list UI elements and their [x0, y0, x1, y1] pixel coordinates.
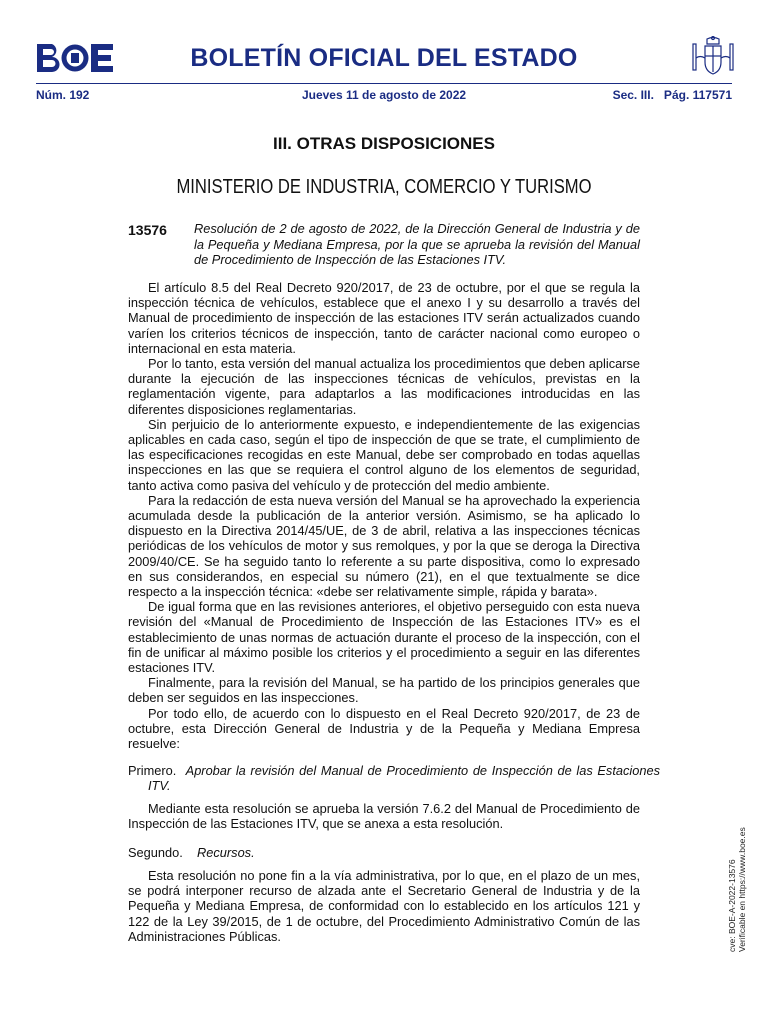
- article-primero-heading: [128, 763, 660, 793]
- cve-code: cve: BOE-A-2022-13576: [727, 859, 737, 952]
- issue-date: Jueves 11 de agosto de 2022: [301, 88, 467, 102]
- issue-number: Núm. 192: [36, 88, 90, 102]
- article-label: Primero.: [128, 763, 177, 778]
- resolution-number: 13576: [128, 222, 167, 238]
- article-primero-text: Mediante esta resolución se aprueba la versión 7.6.2 del Manual de Procedimiento de Inspección de las Estaciones ITV, que se anexa a esta resolución.: [128, 801, 640, 832]
- section-page: Sec. III. Pág. 117571: [612, 88, 732, 102]
- ministry-title: MINISTERIO DE INDUSTRIA, COMERCIO Y TURISMO: [176, 176, 592, 198]
- body-paragraph: Finalmente, para la revisión del Manual, se ha partido de los principios generales que deben ser seguidos en las inspecciones.: [128, 675, 640, 706]
- body-paragraph: Por lo tanto, esta versión del manual actualiza los procedimientos que deben aplicarse durante la ejecución de las inspecciones técnicas de vehículos, previstas en la reglamentación vigente, para adaptarlos a las modificaciones introducidas en las diferentes disposiciones reglamentarias.: [128, 356, 640, 417]
- article-segundo-heading: [128, 845, 640, 860]
- verification-url: Verificable en https://www.boe.es: [737, 827, 747, 952]
- spanish-coat-of-arms-icon: [690, 36, 736, 78]
- article-segundo-text: Esta resolución no pone fin a la vía administrativa, por lo que, en el plazo de un mes, se podrá interponer recurso de alzada ante el Secretario General de Industria y de la Pequeña y Mediana Empresa, de conformidad con lo establecido en los artículos 121 y 122 de la Ley 39/2015, de 1 de octubre, del Procedimiento Administrativo Común de las Administraciones Públicas.: [128, 868, 640, 944]
- verification-note: [727, 827, 747, 952]
- article-heading: Recursos.: [197, 845, 255, 860]
- body-paragraph: De igual forma que en las revisiones anteriores, el objetivo perseguido con esta nueva revisión del «Manual de Procedimiento de Inspección de las Estaciones ITV» es el establecimiento de unas normas de actuación durante el proceso de la inspección, con el fin de unificar al máximo posible los criterios y el procedimiento a seguir en las diferentes estaciones ITV.: [128, 599, 640, 676]
- article-heading: Aprobar la revisión del Manual de Procedimiento de Inspección de las Estaciones ITV.: [148, 763, 660, 794]
- body-paragraph: Por todo ello, de acuerdo con lo dispuesto en el Real Decreto 920/2017, de 23 de octubre, esta Dirección General de Industria y de la Pequeña y Mediana Empresa resuelve:: [128, 705, 640, 752]
- resolution-title: Resolución de 2 de agosto de 2022, de la Dirección General de Industria y de la Pequeña y Mediana Empresa, por la que se aprueba la revisión del Manual de Procedimiento de Inspección de las Estaciones ITV.: [194, 221, 640, 267]
- document-body: [128, 280, 640, 751]
- body-paragraph: Sin perjuicio de lo anteriormente expuesto, e independientemente de las exigencias aplicables en cada caso, según el tipo de inspección de que se trate, el cumplimiento de las especificaciones recogidas en este Manual, debe ser comprobado en todas aquellas inspecciones en las que se requiera el control alguno de los elementos de seguridad, tanto activa como pasiva del vehículo y de protección del medio ambiente.: [128, 416, 640, 493]
- article-label: Segundo.: [128, 845, 183, 860]
- publication-title: BOLETÍN OFICIAL DEL ESTADO: [190, 44, 578, 72]
- header-divider: [36, 83, 732, 84]
- body-paragraph: Para la redacción de esta nueva versión del Manual se ha aprovechado la experiencia acumulada desde la publicación de la anterior versión. Asimismo, se ha aplicado lo dispuesto en la Directiva 2014/45/UE, de 3 de abril, relativa a las inspecciones técnicas periódicas de los vehículos de motor y sus remolques, y por la que se deroga la Directiva 2009/40/CE. Se ha seguido tanto lo referente a su parte dispositiva, como lo expresado en sus considerandos, en especial su número (21), en el que textualmente se dice respecto a la inspección técnica: «debe ser relativamente simple, rápida y barata».: [128, 492, 640, 600]
- section-title: III. OTRAS DISPOSICIONES: [273, 134, 495, 153]
- body-paragraph: El artículo 8.5 del Real Decreto 920/2017, de 23 de octubre, por el que se regula la inspección técnica de vehículos, establece que el anexo I y su desarrollo a través del Manual de procedimiento de inspección de las estaciones ITV serán actualizados cuando varíen los criterios técnicos de inspección, tanto de carácter nacional como europeo o internacional en esta materia.: [128, 280, 640, 356]
